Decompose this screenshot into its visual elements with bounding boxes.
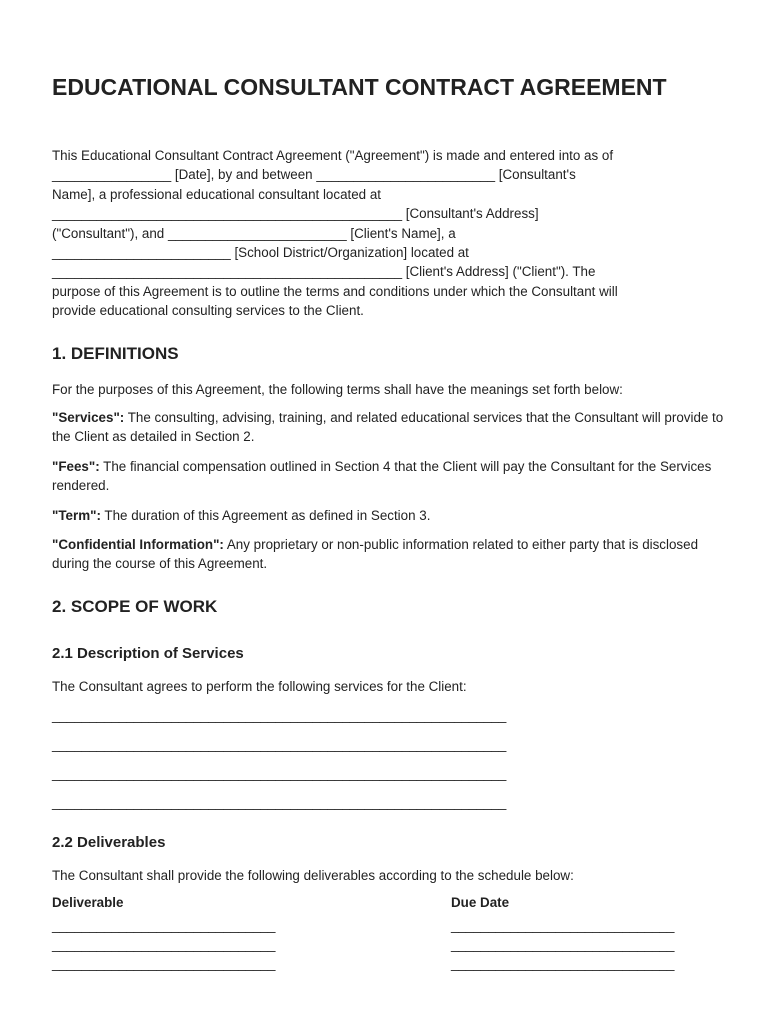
intro-line: ________________________ [School District/Organization] located at <box>52 245 469 261</box>
definition-term: "Fees": <box>52 459 100 474</box>
definition-term-duration <box>52 506 724 525</box>
deliverables-subheading: 2.2 Deliverables <box>52 834 166 851</box>
deliverable-blank-line[interactable]: ______________________________ <box>52 918 276 933</box>
definition-text: The consulting, advising, training, and related educational services that the Consultant will provide to the Client as detailed in Section 2. <box>52 410 724 445</box>
intro-line: _______________________________________________ [Client's Address] ("Client"). The <box>52 264 596 280</box>
deliverables-lead: The Consultant shall provide the following deliverables according to the schedule below: <box>52 868 574 883</box>
intro-paragraph <box>52 146 724 321</box>
due-date-blank-line[interactable]: ______________________________ <box>451 918 675 933</box>
services-lead: The Consultant agrees to perform the following services for the Client: <box>52 679 467 694</box>
intro-line: Name], a professional educational consultant located at <box>52 186 382 202</box>
definition-term: "Confidential Information": <box>52 537 224 552</box>
definitions-lead: For the purposes of this Agreement, the following terms shall have the meanings set forth below: <box>52 382 623 397</box>
due-date-column-header: Due Date <box>451 895 510 910</box>
definition-text: The financial compensation outlined in Section 4 that the Client will pay the Consultant for the Services rendered. <box>52 459 712 494</box>
intro-line: ("Consultant"), and ________________________ [Client's Name], a <box>52 225 456 241</box>
definitions-heading: 1. DEFINITIONS <box>52 344 179 363</box>
scope-heading: 2. SCOPE OF WORK <box>52 597 218 616</box>
due-date-blank-line[interactable]: ______________________________ <box>451 937 675 952</box>
intro-line: purpose of this Agreement is to outline the terms and conditions under which the Consultant will <box>52 283 618 299</box>
definition-term: "Services": <box>52 410 125 425</box>
service-blank-line[interactable]: _____________________________________________________________ <box>52 795 507 810</box>
due-date-blank-line[interactable]: ______________________________ <box>451 956 675 971</box>
definition-term: "Term": <box>52 508 101 523</box>
definition-text: Any proprietary or non-public information related to either party that is disclosed during the course of this Agreement. <box>52 537 699 572</box>
definition-fees <box>52 457 724 496</box>
service-blank-line[interactable]: _____________________________________________________________ <box>52 708 507 723</box>
service-blank-line[interactable]: _____________________________________________________________ <box>52 766 507 781</box>
intro-line: _______________________________________________ [Consultant's Address] <box>52 206 539 222</box>
document-title: EDUCATIONAL CONSULTANT CONTRACT AGREEMENT <box>52 74 667 100</box>
definition-text: The duration of this Agreement as defined in Section 3. <box>100 508 431 523</box>
deliverable-blank-line[interactable]: ______________________________ <box>52 956 276 971</box>
definition-confidential <box>52 535 724 574</box>
intro-line: This Educational Consultant Contract Agreement ("Agreement") is made and entered into as of <box>52 148 614 163</box>
intro-line: provide educational consulting services to the Client. <box>52 303 364 319</box>
service-blank-line[interactable]: _____________________________________________________________ <box>52 737 507 752</box>
intro-line: ________________ [Date], by and between ________________________ [Consultant's <box>52 167 576 183</box>
deliverable-blank-line[interactable]: ______________________________ <box>52 937 276 952</box>
definition-services <box>52 408 724 447</box>
services-subheading: 2.1 Description of Services <box>52 645 244 662</box>
deliverable-column-header: Deliverable <box>52 895 124 910</box>
